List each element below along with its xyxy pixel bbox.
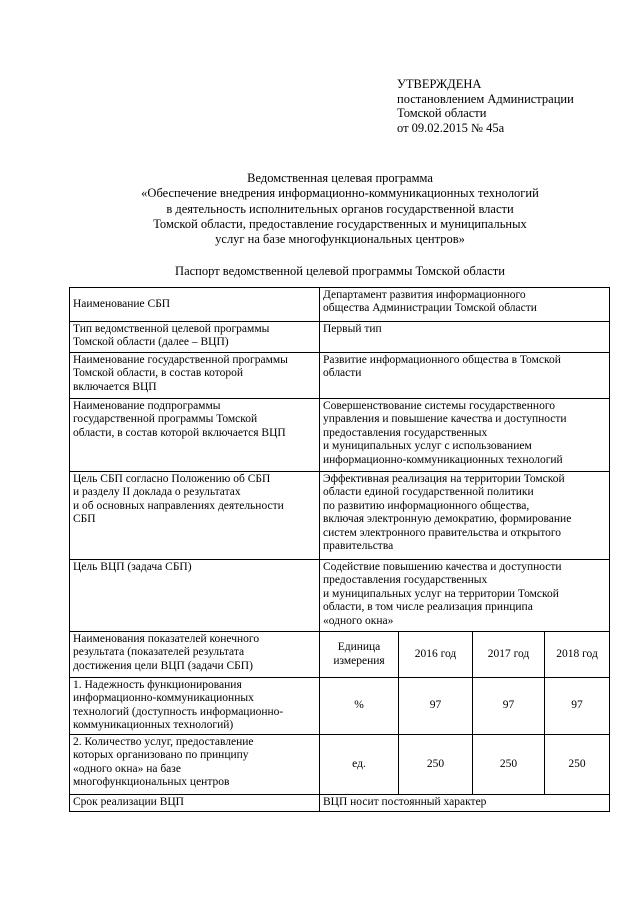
text-line: области единой государственной политики bbox=[323, 486, 534, 499]
approval-line: постановлением Администрации bbox=[397, 91, 574, 106]
table-row bbox=[70, 560, 610, 632]
text-line: информационно-коммуникационных bbox=[73, 692, 254, 705]
text-line: «одного окна» на базе bbox=[73, 762, 181, 775]
title-line: Томской области, предоставление государственных и муниципальных bbox=[153, 216, 527, 231]
text-line: достижения цели ВЦП (задачи СБП) bbox=[73, 659, 253, 672]
text-line: «одного окна» bbox=[323, 614, 394, 627]
unit-header bbox=[320, 632, 399, 678]
text-line: результата (показателей результата bbox=[73, 646, 245, 659]
text-line: Эффективная реализация на территории Томской bbox=[323, 473, 565, 485]
text-line: и разделу II доклада о результатах bbox=[73, 486, 241, 499]
text-line: включается ВЦП bbox=[73, 380, 157, 393]
text-line: Департамент развития информационного bbox=[323, 289, 526, 301]
program-title bbox=[70, 171, 610, 247]
indicator-unit: ед. bbox=[320, 735, 399, 795]
text-line: Развитие информационного общества в Томской bbox=[323, 354, 561, 366]
indicator-value: 250 bbox=[399, 735, 473, 795]
text-line: предоставления государственных bbox=[323, 574, 488, 587]
table-row bbox=[70, 353, 610, 399]
indicators-header-row bbox=[70, 632, 610, 678]
text-line: Цель ВЦП (задача СБП) bbox=[73, 561, 192, 573]
indicator-row bbox=[70, 735, 610, 795]
passport-heading: Паспорт ведомственной целевой программы Томской области bbox=[175, 264, 505, 278]
approval-date: от 09.02.2015 № 45а bbox=[397, 120, 505, 135]
row-value bbox=[320, 399, 610, 472]
indicator-label bbox=[70, 735, 320, 795]
row-label bbox=[70, 353, 320, 399]
approval-stamp bbox=[397, 77, 574, 135]
indicator-value: 97 bbox=[399, 678, 473, 735]
row-label bbox=[70, 472, 320, 560]
text-line: правительства bbox=[323, 540, 394, 553]
indicator-unit: % bbox=[320, 678, 399, 735]
text-line: включая электронную демократию, формирование bbox=[323, 513, 572, 526]
text-line: государственной программы Томской bbox=[73, 413, 258, 426]
text-line: Наименования показателей конечного bbox=[73, 633, 260, 645]
text-line: и муниципальных услуг на территории Томской bbox=[323, 587, 559, 600]
text-line: и муниципальных услуг с использованием bbox=[323, 440, 532, 453]
text-line: Томской области, в состав которой bbox=[73, 367, 244, 380]
text-line: СБП bbox=[73, 513, 96, 526]
table-row bbox=[70, 795, 610, 812]
indicator-value: 250 bbox=[545, 735, 610, 795]
row-label bbox=[70, 399, 320, 472]
row-value bbox=[320, 472, 610, 560]
indicator-value: 97 bbox=[545, 678, 610, 735]
row-value bbox=[320, 322, 610, 353]
text-line: Содействие повышению качества и доступности bbox=[323, 561, 562, 573]
text-line: технологий (доступность информационно- bbox=[73, 705, 284, 718]
text-line: ВЦП носит постоянный характер bbox=[323, 796, 487, 808]
approval-line: Томской области bbox=[397, 106, 487, 120]
row-value bbox=[320, 560, 610, 632]
text-line: и об основных направлениях деятельности bbox=[73, 499, 284, 512]
title-line: «Обеспечение внедрения информационно-коммуникационных технологий bbox=[141, 186, 539, 201]
text-line: Наименование подпрограммы bbox=[73, 400, 221, 412]
text-line: общества Администрации Томской области bbox=[323, 302, 537, 315]
table-row bbox=[70, 399, 610, 472]
text-line: Совершенствование системы государственного bbox=[323, 400, 556, 412]
text-line: области, в том числе реализация принципа bbox=[323, 601, 533, 614]
text-line: информационно-коммуникационных технологий bbox=[323, 453, 563, 466]
row-value bbox=[320, 288, 610, 322]
text-line: Первый тип bbox=[323, 323, 382, 335]
text-line: Единица bbox=[337, 641, 381, 654]
text-line: по развитию информационного общества, bbox=[323, 499, 530, 512]
text-line: 1. Надежность функционирования bbox=[73, 679, 242, 691]
indicator-value: 97 bbox=[473, 678, 545, 735]
text-line: Тип ведомственной целевой программы bbox=[73, 323, 270, 335]
passport-table bbox=[69, 287, 610, 812]
table-row bbox=[70, 472, 610, 560]
text-line: управления и повышение качества и доступности bbox=[323, 413, 567, 426]
text-line: 2. Количество услуг, предоставление bbox=[73, 736, 254, 748]
title-line: в деятельность исполнительных органов государственной власти bbox=[166, 201, 514, 216]
text-line: многофункциональных центров bbox=[73, 776, 230, 789]
indicator-value: 250 bbox=[473, 735, 545, 795]
text-line: предоставления государственных bbox=[323, 426, 488, 439]
text-line: систем электронного правительства и открытого bbox=[323, 526, 562, 539]
row-label bbox=[70, 795, 320, 812]
row-value bbox=[320, 353, 610, 399]
row-label bbox=[70, 288, 320, 322]
title-line: услуг на базе многофункциональных центров» bbox=[215, 232, 465, 247]
title-line: Ведомственная целевая программа bbox=[247, 171, 433, 185]
text-line: Цель СБП согласно Положению об СБП bbox=[73, 473, 271, 485]
indicator-row bbox=[70, 678, 610, 735]
text-line: области bbox=[323, 367, 362, 380]
year-header: 2016 год bbox=[399, 632, 473, 678]
text-line: Срок реализации ВЦП bbox=[73, 796, 184, 808]
row-value bbox=[320, 795, 610, 812]
text-line: Наименование государственной программы bbox=[73, 354, 288, 366]
text-line: которых организовано по принципу bbox=[73, 749, 249, 762]
table-row bbox=[70, 322, 610, 353]
row-label bbox=[70, 560, 320, 632]
text-line: области, в состав которой включается ВЦП bbox=[73, 426, 286, 439]
indicators-header-label bbox=[70, 632, 320, 678]
text-line: коммуникационных технологий) bbox=[73, 719, 234, 732]
approval-line: УТВЕРЖДЕНА bbox=[397, 77, 482, 91]
text-line: измерения bbox=[333, 654, 385, 667]
indicator-label bbox=[70, 678, 320, 735]
text-line: Наименование СБП bbox=[73, 297, 171, 310]
year-header: 2017 год bbox=[473, 632, 545, 678]
table-row bbox=[70, 288, 610, 322]
year-header: 2018 год bbox=[545, 632, 610, 678]
text-line: Томской области (далее – ВЦП) bbox=[73, 336, 229, 349]
row-label bbox=[70, 322, 320, 353]
